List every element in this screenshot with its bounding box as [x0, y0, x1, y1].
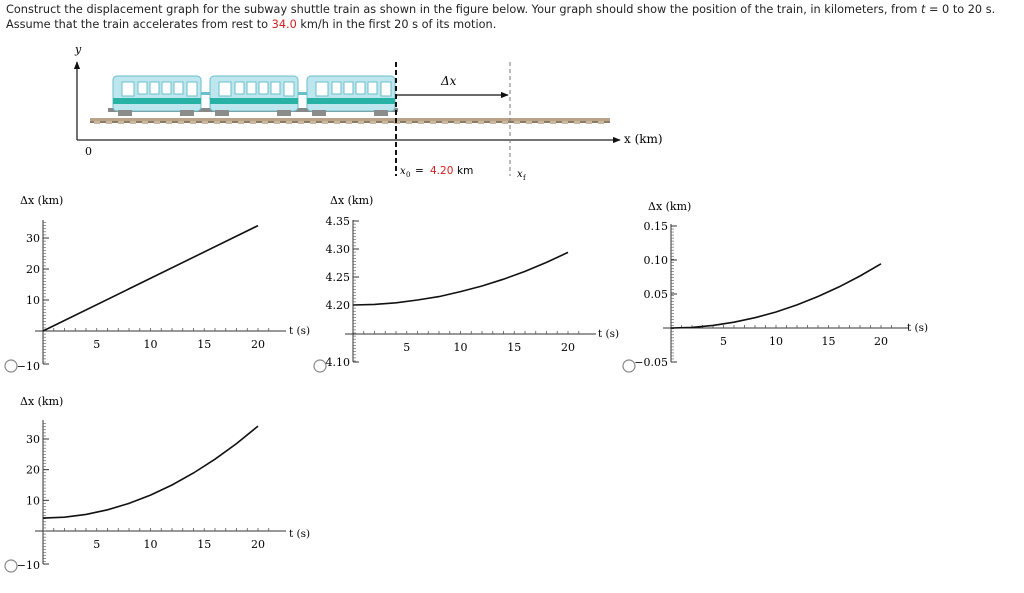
y-axis-label: Δx (km) — [330, 194, 374, 207]
x-tick-label: 5 — [93, 338, 101, 351]
question-part-3: km/h in the first 20 s of its motion. — [296, 18, 497, 31]
y-bottom-label: −10 — [16, 559, 40, 572]
figure-origin-label: 0 — [85, 145, 92, 158]
graph-option-1 — [5, 194, 310, 373]
x-axis-label: t (s) — [598, 328, 620, 340]
y-tick-label: 10 — [26, 294, 40, 307]
x-tick-label: 20 — [874, 335, 888, 348]
y-bottom-label: −10 — [16, 360, 40, 373]
x0-symbol: x — [400, 166, 406, 177]
x-tick-label: 15 — [197, 538, 212, 551]
option-radio-1[interactable] — [5, 360, 17, 372]
graph-option-3 — [623, 200, 928, 372]
question-part-2: = 0 to 20 s. Assume that the train accelerates from rest to — [6, 3, 996, 31]
y-axis-label: Δx (km) — [20, 194, 64, 207]
x-tick-label: 10 — [769, 335, 783, 348]
x-tick-label: 15 — [197, 338, 212, 351]
y-tick-label: 10 — [26, 494, 40, 508]
x-tick-label: 20 — [251, 538, 265, 551]
option-radio-3[interactable] — [623, 360, 635, 372]
y-tick-label: 0.10 — [643, 254, 668, 267]
y-tick-label: 4.30 — [325, 243, 350, 256]
x0-equals: = — [415, 165, 424, 177]
graph-option-4 — [5, 395, 310, 572]
x0-unit: km — [457, 165, 474, 177]
option-radio-4[interactable] — [5, 560, 17, 572]
x-tick-label: 5 — [403, 341, 411, 354]
y-bottom-label: 4.10 — [325, 356, 350, 369]
x-axis-label: t (s) — [907, 322, 929, 334]
x-tick-label: 10 — [143, 338, 158, 351]
y-tick-label: 20 — [26, 463, 40, 477]
y-bottom-label: −0.05 — [634, 356, 668, 369]
y-axis-label: Δx (km) — [20, 395, 64, 408]
data-curve — [353, 252, 568, 305]
y-tick-label: 4.25 — [325, 271, 350, 284]
question-speed-value: 34.0 — [271, 18, 297, 31]
x0-subscript: 0 — [406, 171, 411, 179]
question-part-1: Construct the displacement graph for the subway shuttle train as shown in the figure below. Your graph should show the position of the train, in kilometers, from — [6, 3, 921, 16]
x-tick-label: 15 — [821, 335, 836, 348]
x-axis-label: t (s) — [289, 528, 311, 540]
x-tick-label: 20 — [251, 338, 265, 351]
x-tick-label: 5 — [93, 538, 101, 551]
data-curve — [43, 226, 258, 331]
y-tick-label: 0.05 — [643, 288, 668, 301]
figure-x-label: x (km) — [624, 132, 663, 146]
graph-option-2 — [314, 194, 619, 372]
y-tick-label: 4.35 — [325, 215, 350, 228]
data-curve — [671, 264, 881, 328]
x-tick-label: 15 — [507, 341, 522, 354]
y-tick-label: 4.20 — [325, 299, 350, 312]
x-tick-label: 20 — [561, 341, 575, 354]
x-axis-label: t (s) — [289, 325, 311, 337]
question-t-variable: t — [920, 3, 926, 16]
y-axis-label: Δx (km) — [648, 200, 692, 213]
data-curve — [43, 426, 258, 518]
y-tick-label: 30 — [26, 232, 40, 245]
x-tick-label: 10 — [143, 538, 158, 551]
x-tick-label: 5 — [720, 335, 727, 348]
option-radio-2[interactable] — [314, 360, 326, 372]
figure-y-label: y — [75, 43, 82, 56]
delta-x-label: Δx — [441, 74, 457, 88]
x0-value: 4.20 — [430, 165, 454, 177]
xf-subscript: f — [523, 174, 526, 182]
x-tick-label: 10 — [453, 341, 468, 354]
y-tick-label: 30 — [26, 433, 40, 446]
xf-symbol: x — [517, 169, 523, 180]
y-tick-label: 20 — [26, 263, 40, 276]
y-tick-label: 0.15 — [643, 220, 668, 233]
